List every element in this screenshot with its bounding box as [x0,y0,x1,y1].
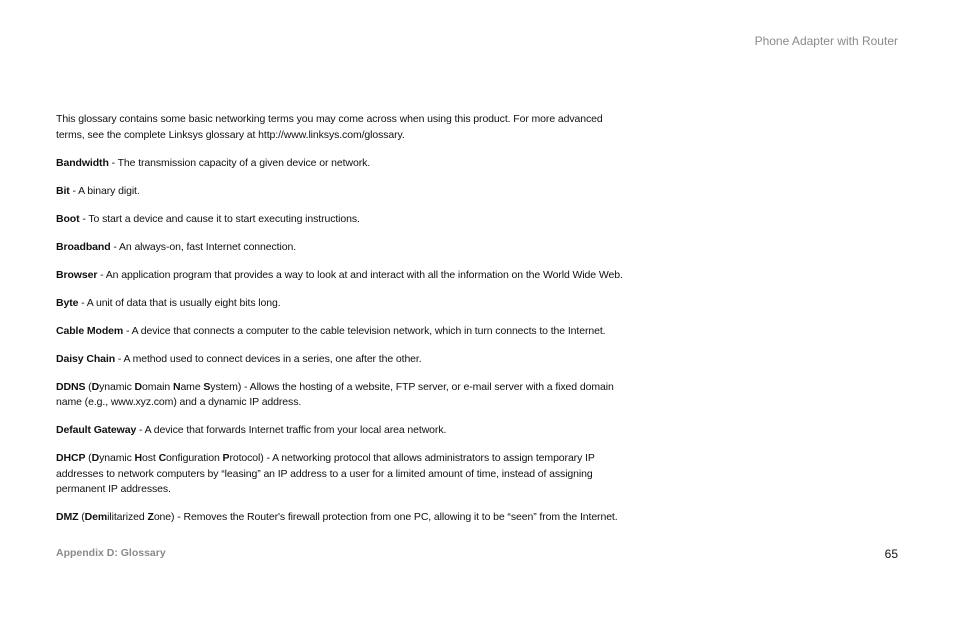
glossary-entry-daisy-chain [56,352,666,368]
glossary-entry-byte [56,296,666,312]
glossary-intro [56,112,666,143]
glossary-definition: - The transmission capacity of a given device or network. [108,156,371,169]
glossary-term: Broadband [56,240,111,253]
glossary-entry-default-gateway [56,423,666,439]
glossary-definition: - To start a device and cause it to start executing instructions. [79,212,360,225]
acronym-letter: Z [147,511,154,523]
acronym-letter: D [91,380,100,393]
acronym-rest: ynamic [99,452,135,464]
glossary-definition-continued: addresses to network computers by “leasing” an IP address to a user for a limited amount of time, instead of assigning [56,467,593,480]
glossary-definition: ) - A networking protocol that allows administrators to assign temporary IP [260,452,595,464]
glossary-term: Browser [56,268,98,281]
glossary-entry-ddns: DDNS (Dynamic Domain Name System) - Allows the hosting of a website, FTP server, or e-mail server with a fixed domain name (e.g., www.xyz.com) and a dynamic IP address. [56,380,614,408]
glossary-entry-browser [56,268,666,284]
glossary-entry-cable-modem [56,324,666,340]
glossary-entry-boot [56,212,666,228]
acronym-rest: rotocol [229,452,261,464]
glossary-definition: - A method used to connect devices in a series, one after the other. [115,352,422,365]
footer-section-title: Appendix D: Glossary [56,547,166,559]
acronym-letter: P [222,452,230,464]
glossary-term: DHCP [56,452,86,464]
acronym-letter: D [134,380,143,393]
glossary-term: Bandwidth [56,156,109,169]
glossary-definition: - A device that connects a computer to the cable television network, which in turn connects to the Internet. [123,324,606,337]
glossary-term: Bit [56,184,70,197]
glossary-term: Byte [56,296,79,309]
acronym-rest: ilitarized [107,511,148,523]
acronym-rest: onfiguration [166,452,223,464]
glossary-entry-bandwidth [56,156,666,172]
acronym-letter: H [134,452,143,464]
glossary-definition: - A binary digit. [69,184,140,197]
acronym-rest: ynamic [99,380,135,393]
acronym-letter: S [203,380,211,393]
glossary-entry-bit [56,184,666,200]
glossary-definition: - A unit of data that is usually eight bits long. [78,296,281,309]
acronym-letter: D [91,452,100,464]
intro-line-1: This glossary contains some basic networking terms you may come across when using this product. For more advanced [56,113,603,125]
intro-line-2: terms, see the complete Linksys glossary at http://www.linksys.com/glossary. [56,128,405,141]
acronym-rest: ystem [210,380,238,393]
glossary-term: DDNS [56,380,86,393]
acronym-rest: ame [180,380,204,393]
acronym-letter: C [158,452,167,464]
glossary-definition: ) - Allows the hosting of a website, FTP server, or e-mail server with a fixed domain [237,380,614,393]
glossary-definition: ) - Removes the Router's firewall protection from one PC, allowing it to be “seen” from the Internet. [171,511,618,523]
glossary-entry-broadband [56,240,666,256]
glossary-content [56,112,666,538]
glossary-definition: - A device that forwards Internet traffic from your local area network. [136,424,447,436]
acronym-letter: N [172,380,181,393]
document-header-title: Phone Adapter with Router [754,34,898,48]
glossary-definition-continued: permanent IP addresses. [56,483,171,495]
acronym-rest: one [153,511,172,523]
glossary-definition: - An always-on, fast Internet connection. [110,240,297,253]
acronym-letter: Dem [84,511,108,523]
acronym-rest: omain [142,380,173,393]
glossary-term: Boot [56,212,80,225]
glossary-term: DMZ [56,511,79,523]
glossary-term: Daisy Chain [56,352,116,365]
acronym-rest: ost [142,452,159,464]
page-number: 65 [884,547,898,561]
glossary-entry-dmz: DMZ (Demilitarized Zone) - Removes the Router's firewall protection from one PC, allowing it to be “seen” from the Internet. [56,511,618,523]
glossary-term: Cable Modem [56,324,124,337]
glossary-definition-continued: name (e.g., www.xyz.com) and a dynamic IP address. [56,396,302,408]
glossary-definition: - An application program that provides a way to look at and interact with all the information on the World Wide Web. [97,268,623,281]
glossary-term: Default Gateway [56,424,137,436]
glossary-entry-dhcp: DHCP (Dynamic Host Configuration Protocol) - A networking protocol that allows administrators to assign temporary IP addresses to network computers by “leasing” an IP address to a user for a limited amount of time, instead of assigning permanent IP addresses. [56,452,595,495]
